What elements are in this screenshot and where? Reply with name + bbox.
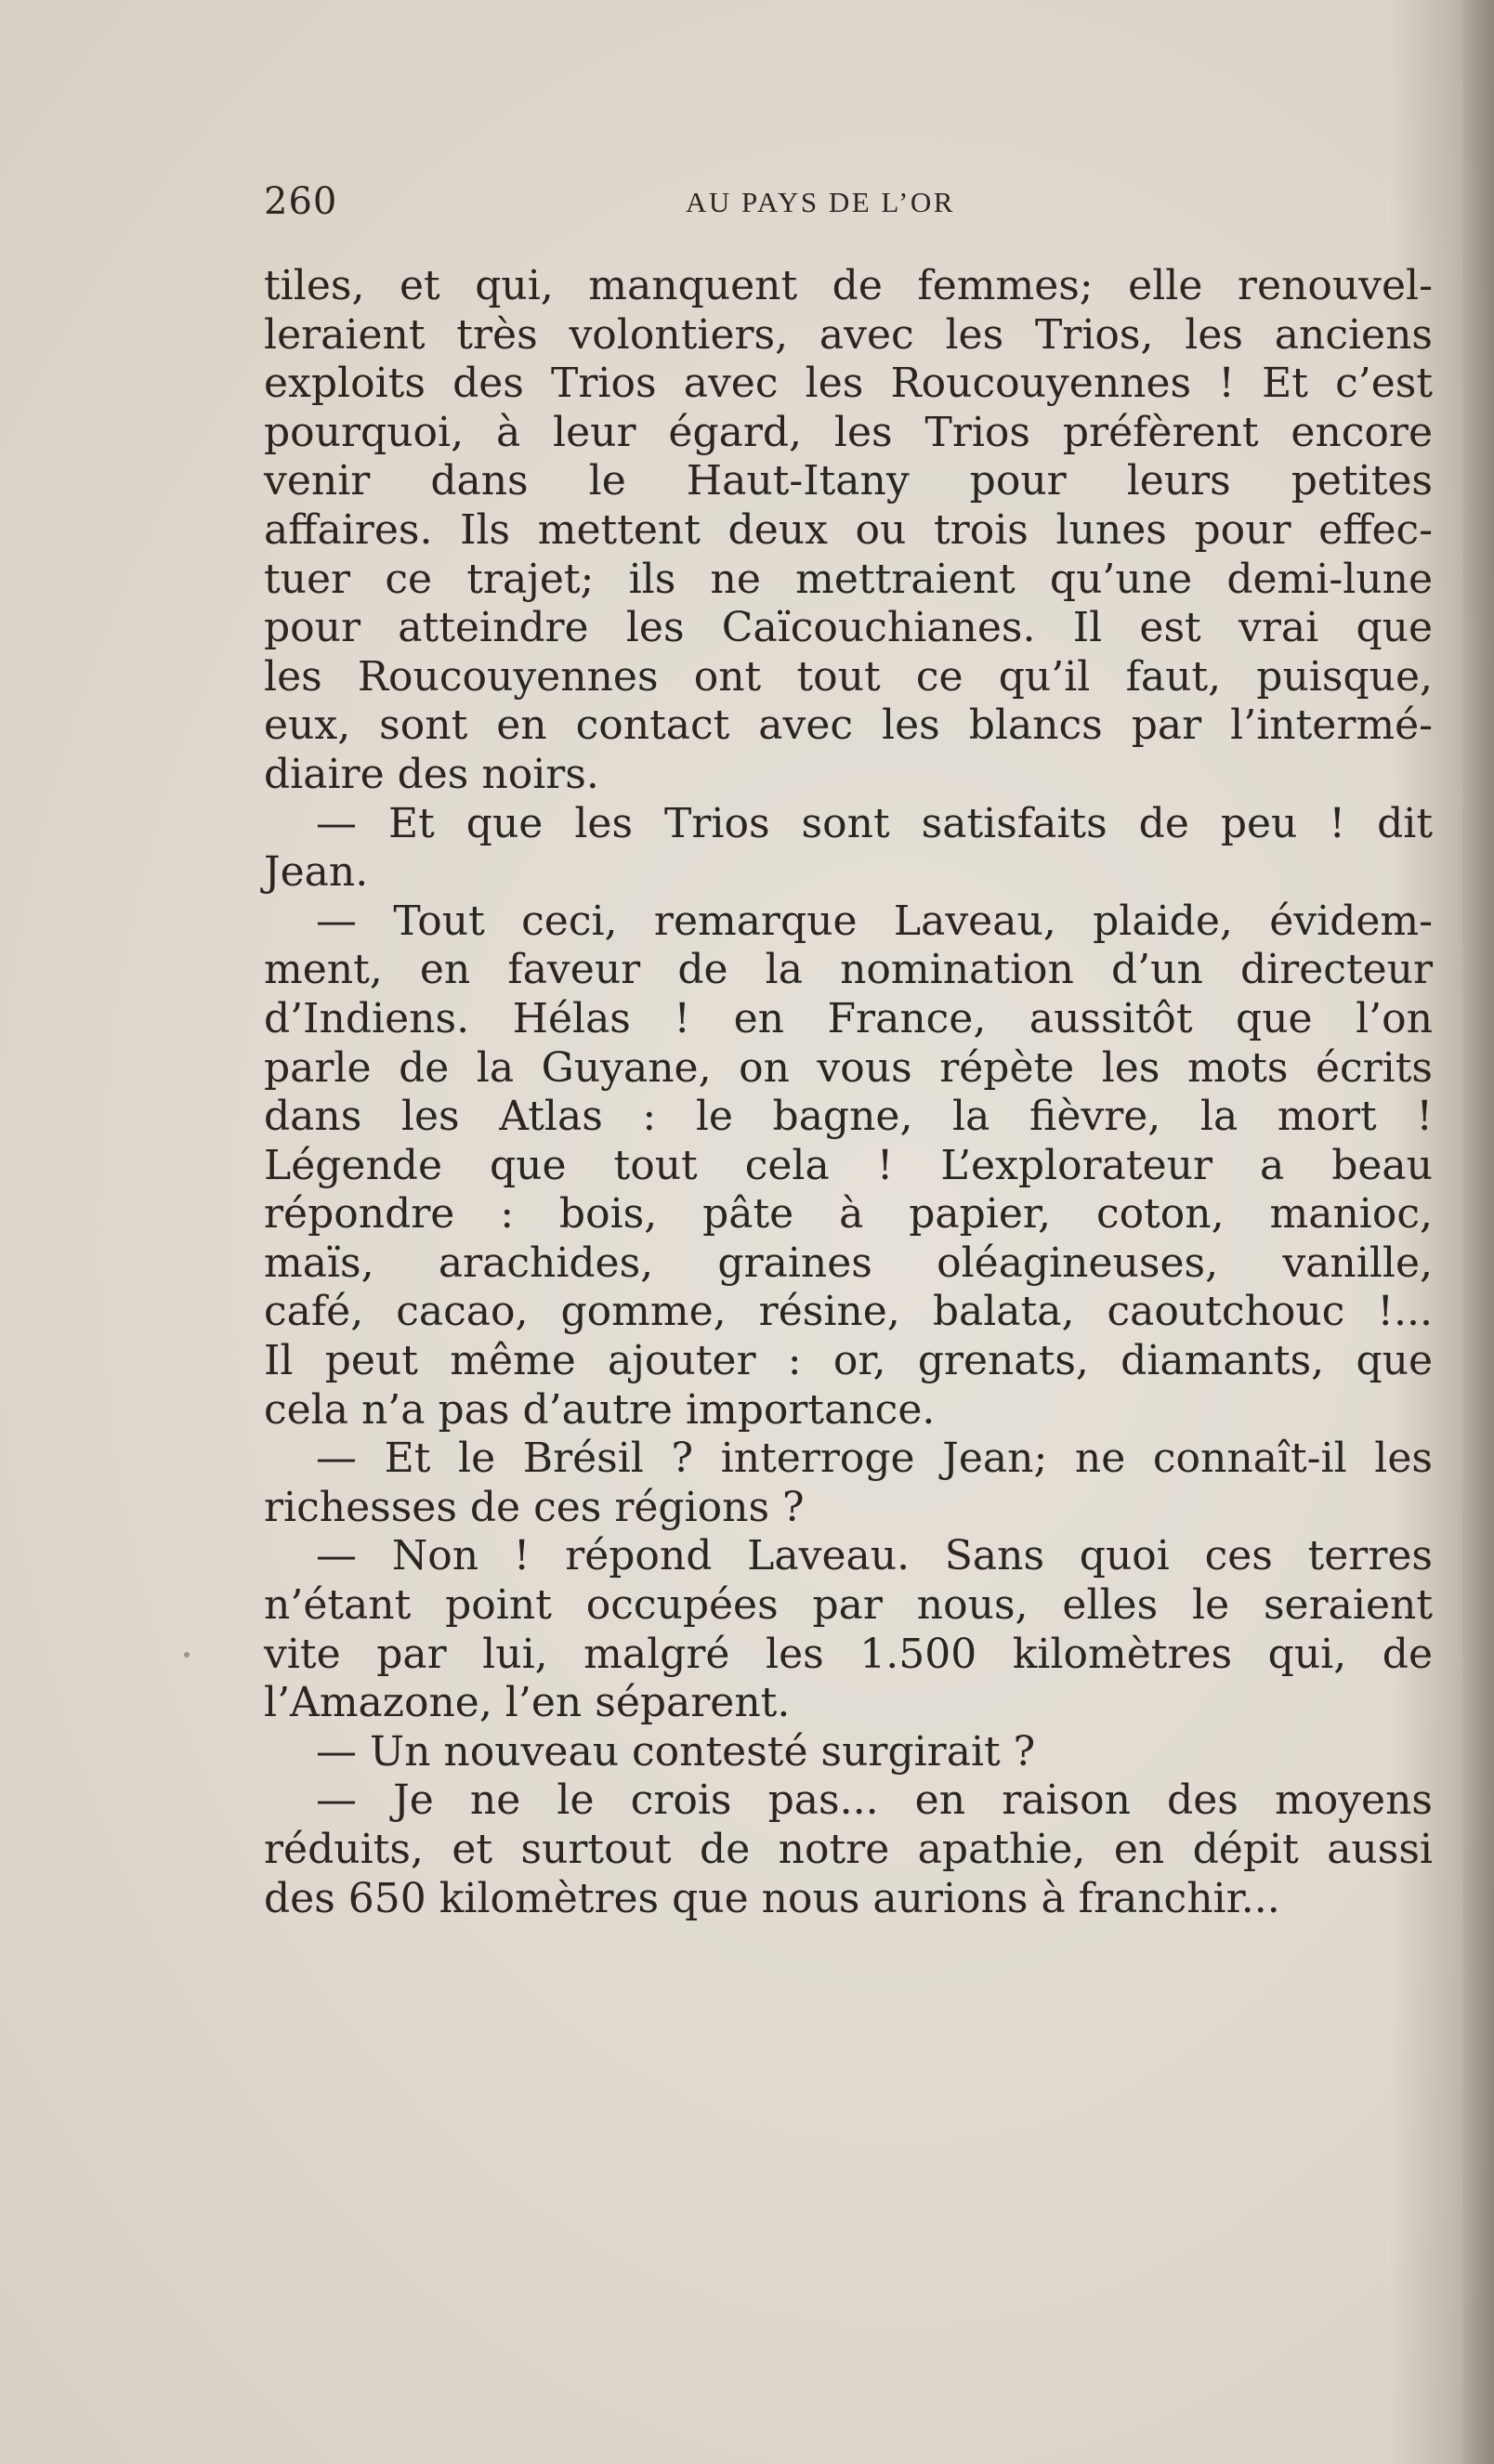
text-line: eux, sont en contact avec les blancs par l’intermé- xyxy=(264,701,1433,750)
page-gutter-shadow xyxy=(1462,0,1494,2464)
text-line: répondre : bois, pâte à papier, coton, manioc, xyxy=(264,1190,1433,1239)
text-line: ment, en faveur de la nomination d’un directeur xyxy=(264,946,1433,994)
text-line: vite par lui, malgré les 1.500 kilomètres qui, de xyxy=(264,1630,1433,1678)
text-line: café, cacao, gomme, résine, balata, caoutchouc !... xyxy=(264,1288,1433,1336)
text-line: exploits des Trios avec les Roucouyennes ! Et c’est xyxy=(264,360,1433,408)
text-line: — Non ! répond Laveau. Sans quoi ces terres xyxy=(316,1532,1433,1580)
text-line: parle de la Guyane, on vous répète les mots écrits xyxy=(264,1043,1433,1092)
running-title: AU PAYS DE L’OR xyxy=(686,186,955,218)
paper-speck xyxy=(184,1652,190,1658)
text-line: cela n’a pas d’autre importance. xyxy=(264,1385,936,1434)
text-line: Jean. xyxy=(264,848,369,897)
text-line: les Roucouyennes ont tout ce qu’il faut, puisque, xyxy=(264,652,1433,701)
page-number: 260 xyxy=(264,180,338,223)
text-line: leraient très volontiers, avec les Trios, les anciens xyxy=(264,310,1433,359)
text-line: réduits, et surtout de notre apathie, en dépit aussi xyxy=(264,1826,1433,1873)
text-line: tiles, et qui, manquent de femmes; elle renouvel- xyxy=(264,262,1433,309)
text-line: l’Amazone, l’en séparent. xyxy=(264,1679,791,1727)
text-line: maïs, arachides, graines oléagineuses, vanille, xyxy=(264,1239,1433,1287)
text-body xyxy=(264,262,1433,1953)
text-line: — Et le Brésil ? interroge Jean; ne connaît-il les xyxy=(316,1435,1433,1483)
text-line: Il peut même ajouter : or, grenats, diamants, que xyxy=(264,1337,1433,1385)
text-line: tuer ce trajet; ils ne mettraient qu’une demi-lune xyxy=(264,555,1433,603)
text-line: richesses de ces régions ? xyxy=(264,1483,805,1531)
text-line: Légende que tout cela ! L’explorateur a beau xyxy=(264,1141,1433,1189)
text-line: affaires. Ils mettent deux ou trois lunes pour effec- xyxy=(264,505,1433,554)
text-line: pourquoi, à leur égard, les Trios préfèrent encore xyxy=(264,408,1433,456)
text-line: pour atteindre les Caïcouchianes. Il est vrai que xyxy=(264,604,1433,652)
text-line: dans les Atlas : le bagne, la fièvre, la mort ! xyxy=(264,1093,1433,1141)
text-line: — Un nouveau contesté surgirait ? xyxy=(316,1727,1036,1776)
text-line: des 650 kilomètres que nous aurions à franchir... xyxy=(264,1874,1280,1922)
text-line: — Et que les Trios sont satisfaits de peu ! dit xyxy=(316,799,1433,847)
text-line: d’Indiens. Hélas ! en France, aussitôt que l’on xyxy=(264,994,1433,1042)
text-line: — Tout ceci, remarque Laveau, plaide, évidem- xyxy=(316,897,1433,945)
text-line: n’étant point occupées par nous, elles le seraient xyxy=(264,1581,1433,1630)
text-line: — Je ne le crois pas... en raison des moyens xyxy=(316,1776,1433,1825)
text-line: venir dans le Haut-Itany pour leurs petites xyxy=(264,457,1433,505)
text-line: diaire des noirs. xyxy=(264,750,599,798)
running-head xyxy=(264,177,1444,229)
